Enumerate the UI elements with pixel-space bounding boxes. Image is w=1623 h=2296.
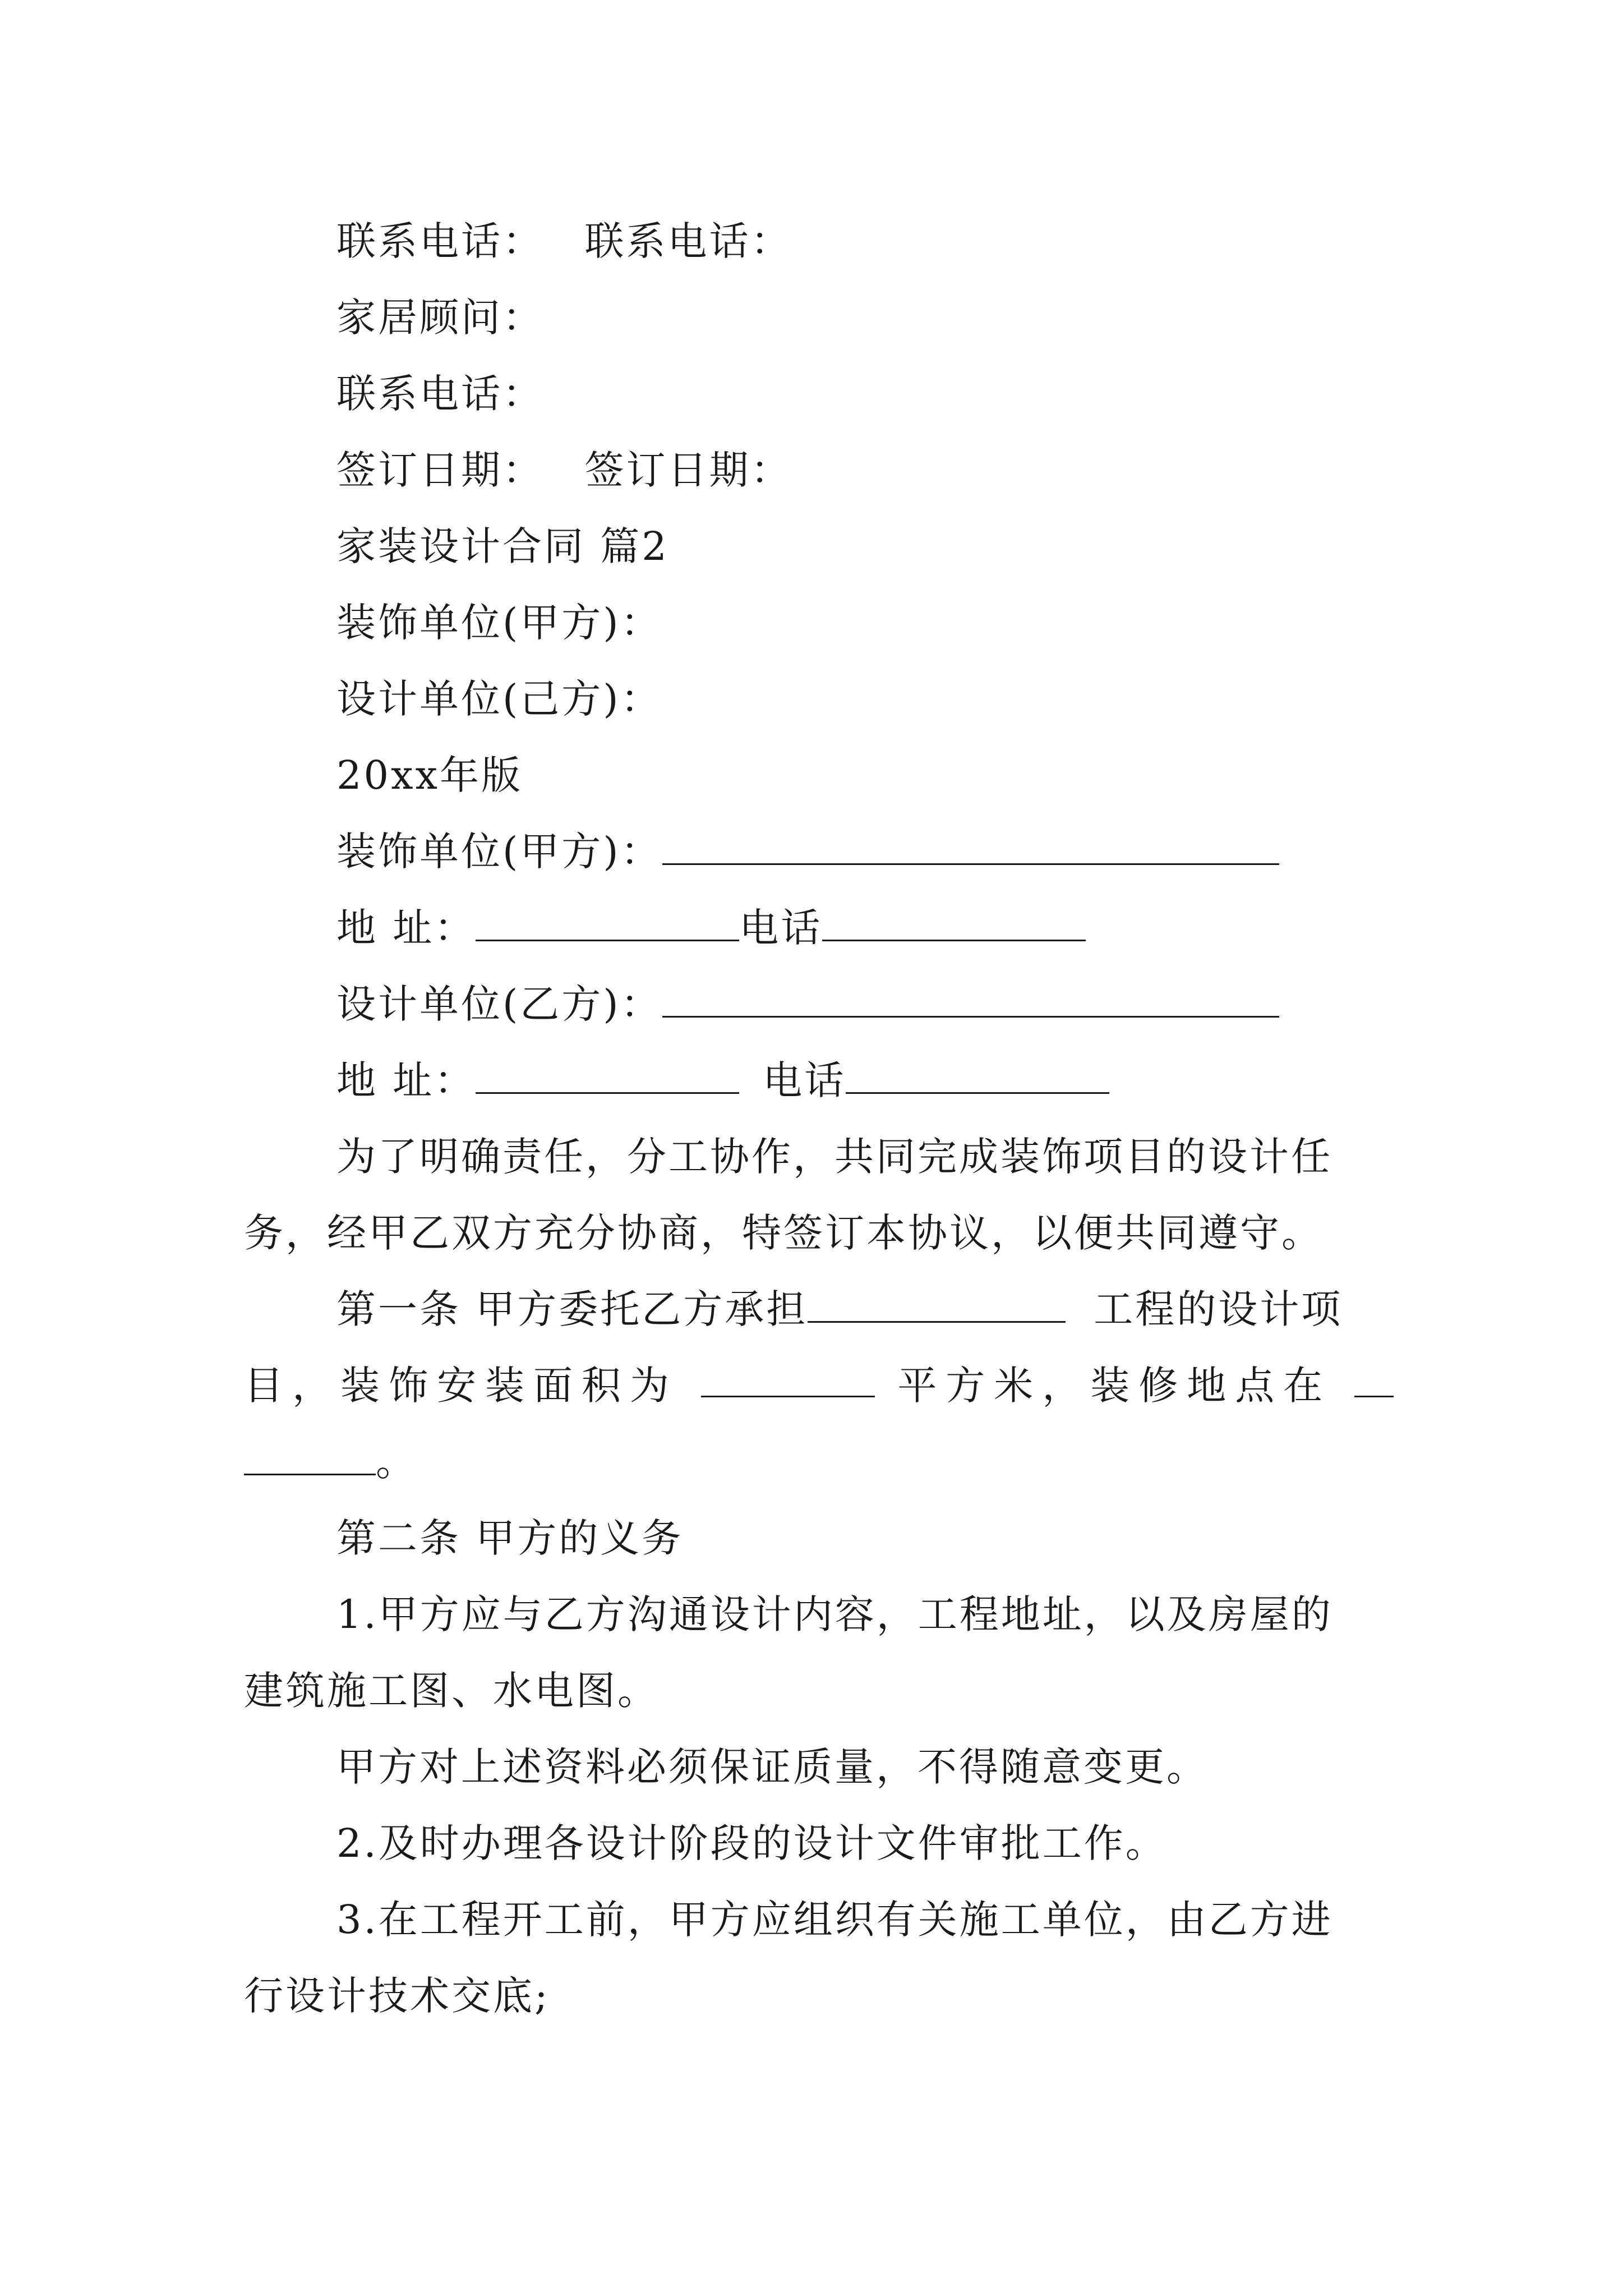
article-1-line-1-pre: 第一条 甲方委托乙方承担: [336, 1286, 808, 1332]
article-1-line-3-post: 。: [376, 1439, 417, 1485]
address-2-label: 地 址：: [336, 1057, 476, 1103]
decor-unit-a-field-line: [336, 829, 1279, 874]
address-2-line: [336, 1058, 1109, 1103]
design-unit-b-blank: [662, 983, 1279, 1018]
article-1-line-2-mid: 平方米，装修地点在: [897, 1363, 1332, 1409]
section-title: 家装设计合同 篇2: [336, 523, 669, 569]
article-1-location-blank-end: [244, 1441, 376, 1475]
contact-phone-line: 联系电话：: [336, 371, 544, 417]
decor-unit-a-blank: [662, 831, 1279, 865]
address-1-phone-blank: [822, 907, 1086, 941]
address-1-label: 地 址：: [336, 905, 476, 951]
design-unit-b-field-line: [336, 982, 1279, 1027]
article-1-line-1-post: 工程的设计项: [1094, 1286, 1343, 1332]
item-1-line-2: 建筑施工图、水电图。: [244, 1668, 659, 1714]
address-1-blank: [476, 907, 739, 941]
address-2-blank: [476, 1060, 739, 1094]
article-1-line-2: [244, 1363, 1394, 1408]
article-1-line-1: [336, 1287, 1343, 1332]
article-1-location-blank-start: [1354, 1363, 1394, 1397]
edition-line: 20xx年版: [336, 752, 523, 798]
article-1-project-blank: [808, 1289, 1066, 1323]
decor-unit-a-field-label: 装饰单位(甲方)：: [336, 829, 662, 875]
article-1-line-3: [244, 1439, 417, 1484]
article-1-area-blank: [701, 1363, 875, 1397]
address-1-line: [336, 905, 1086, 950]
article-1-line-2-pre: 目，装饰安装面积为: [244, 1363, 678, 1409]
design-unit-b-field-label: 设计单位(乙方)：: [336, 981, 662, 1027]
item-2: 2.及时办理各设计阶段的设计文件审批工作。: [336, 1820, 1167, 1866]
address-2-phone-blank: [846, 1060, 1109, 1094]
decor-unit-a-line: 装饰单位(甲方)：: [336, 600, 662, 646]
item-3-line-2: 行设计技术交底;: [244, 1973, 550, 2019]
item-1-note: 甲方对上述资料必须保证质量，不得随意变更。: [336, 1744, 1208, 1790]
design-unit-ji-line: 设计单位(己方)：: [336, 676, 662, 722]
item-3-line-1: 3.在工程开工前，甲方应组织有关施工单位，由乙方进: [336, 1897, 1333, 1943]
sign-date-label-right: 签订日期：: [584, 447, 792, 493]
address-2-phone-label: 电话: [763, 1057, 846, 1103]
item-1-line-1: 1.甲方应与乙方沟通设计内容，工程地址，以及房屋的: [336, 1591, 1333, 1637]
contact-phone-label-left: 联系电话：: [336, 218, 544, 264]
contact-phone-label-right: 联系电话：: [584, 218, 792, 264]
sign-date-label-left: 签订日期：: [336, 447, 544, 493]
preamble-line-2: 务，经甲乙双方充分协商，特签订本协议，以便共同遵守。: [244, 1210, 1323, 1256]
article-2-title: 第二条 甲方的义务: [336, 1515, 684, 1561]
home-consultant-line: 家居顾问：: [336, 295, 544, 341]
contact-phone-pair-line: [336, 219, 792, 264]
address-1-phone-label: 电话: [739, 905, 823, 951]
preamble-line-1: 为了明确责任，分工协作，共同完成装饰项目的设计任: [336, 1134, 1332, 1180]
sign-date-pair-line: [336, 448, 792, 493]
